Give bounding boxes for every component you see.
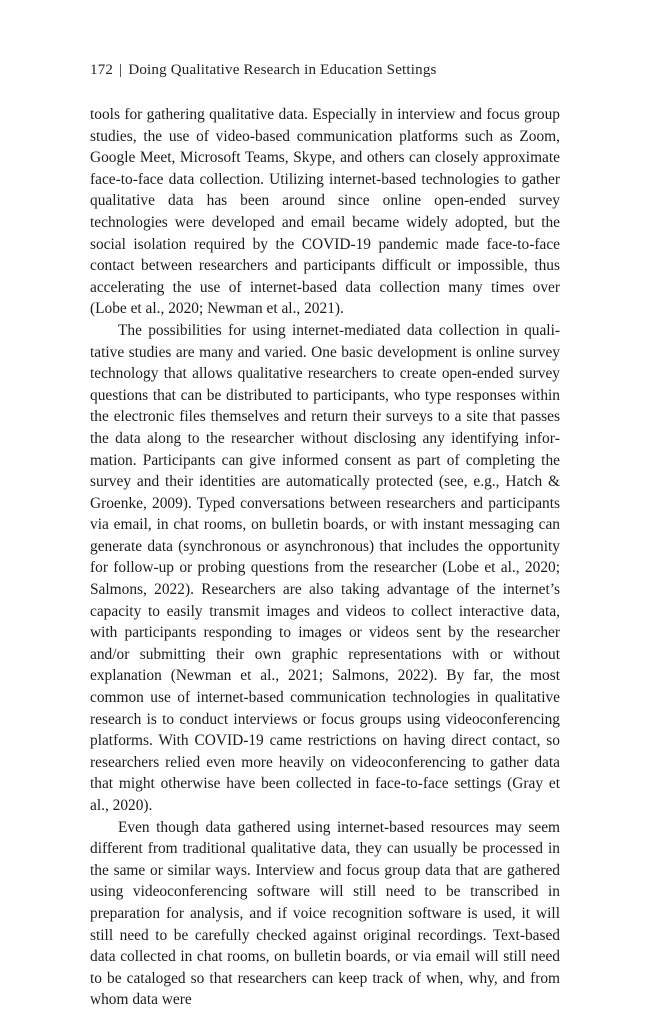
body-text xyxy=(90,104,560,1011)
paragraph-processing-data: Even though data gathered using internet-based resources may seem different from traditional qualitative data, they can usually be processed in the same or similar ways. Interview and focus group data that are gathered using videoconferencing software will still need to be transcribed in preparation for analysis, and if voice recognition software is used, it will still need to be carefully checked against original recordings. Text-based data collected in chat rooms, on bulletin boards, or via email will still need to be cataloged so that researchers can keep track of when, why, and from whom data were xyxy=(90,818,560,1009)
running-head xyxy=(90,62,437,79)
paragraph-internet-mediated-collection: The possibilities for using internet-mediated data collection in qualitative studies are many and varied. One basic development is online survey technology that allows qualitative researchers to create open-ended survey questions that can be distributed to participants, who type responses within the electronic files themselves and return their surveys to a site that passes the data along to the researcher without disclosing any identifying information. Participants can give informed consent as part of completing the survey and their identities are automatically protected (see, e.g., Hatch & Groenke, 2009). Typed conversations between researchers and participants via email, in chat rooms, on bulletin boards, or with instant messaging can generate data (synchronous or asynchronous) that includes the opportunity for follow-up or probing questions from the researcher (Lobe et al., 2020; Salmons, 2022). Researchers are also taking advantage of the internet’s capacity to easily transmit images and videos to collect interactive data, with participants responding to images or videos sent by the researcher and/or submitting their own graphic representations with or without explanation (Newman et al., 2021; Salmons, 2022). By far, the most common use of internet-based communication technologies in qualitative research is to conduct interviews or focus groups using videoconferencing platforms. With COVID-19 came restrictions on having direct contact, so researchers relied even more heavily on videoconferencing to gather data that might otherwise have been collected in face-to-face settings (Gray et al., 2020). xyxy=(90,321,560,814)
page-number: 172 xyxy=(90,62,114,78)
running-head-separator: | xyxy=(119,62,123,78)
book-title: Doing Qualitative Research in Education Settings xyxy=(128,62,437,78)
paragraph-continued: tools for gathering qualitative data. Especially in interview and focus group studies, the use of video-based communication platforms such as Zoom, Google Meet, Microsoft Teams, Skype, and others can closely approximate face-to-face data collection. Utilizing internet-based technologies to gather qualitative data has been around since online open-ended survey technologies were developed and email became widely adopted, but the social isolation required by the COVID-19 pandemic made face-to-face contact between researchers and participants difficult or impossible, thus accelerating the use of internet-based data collection many times over (Lobe et al., 2020; Newman et al., 2021). xyxy=(90,106,560,318)
